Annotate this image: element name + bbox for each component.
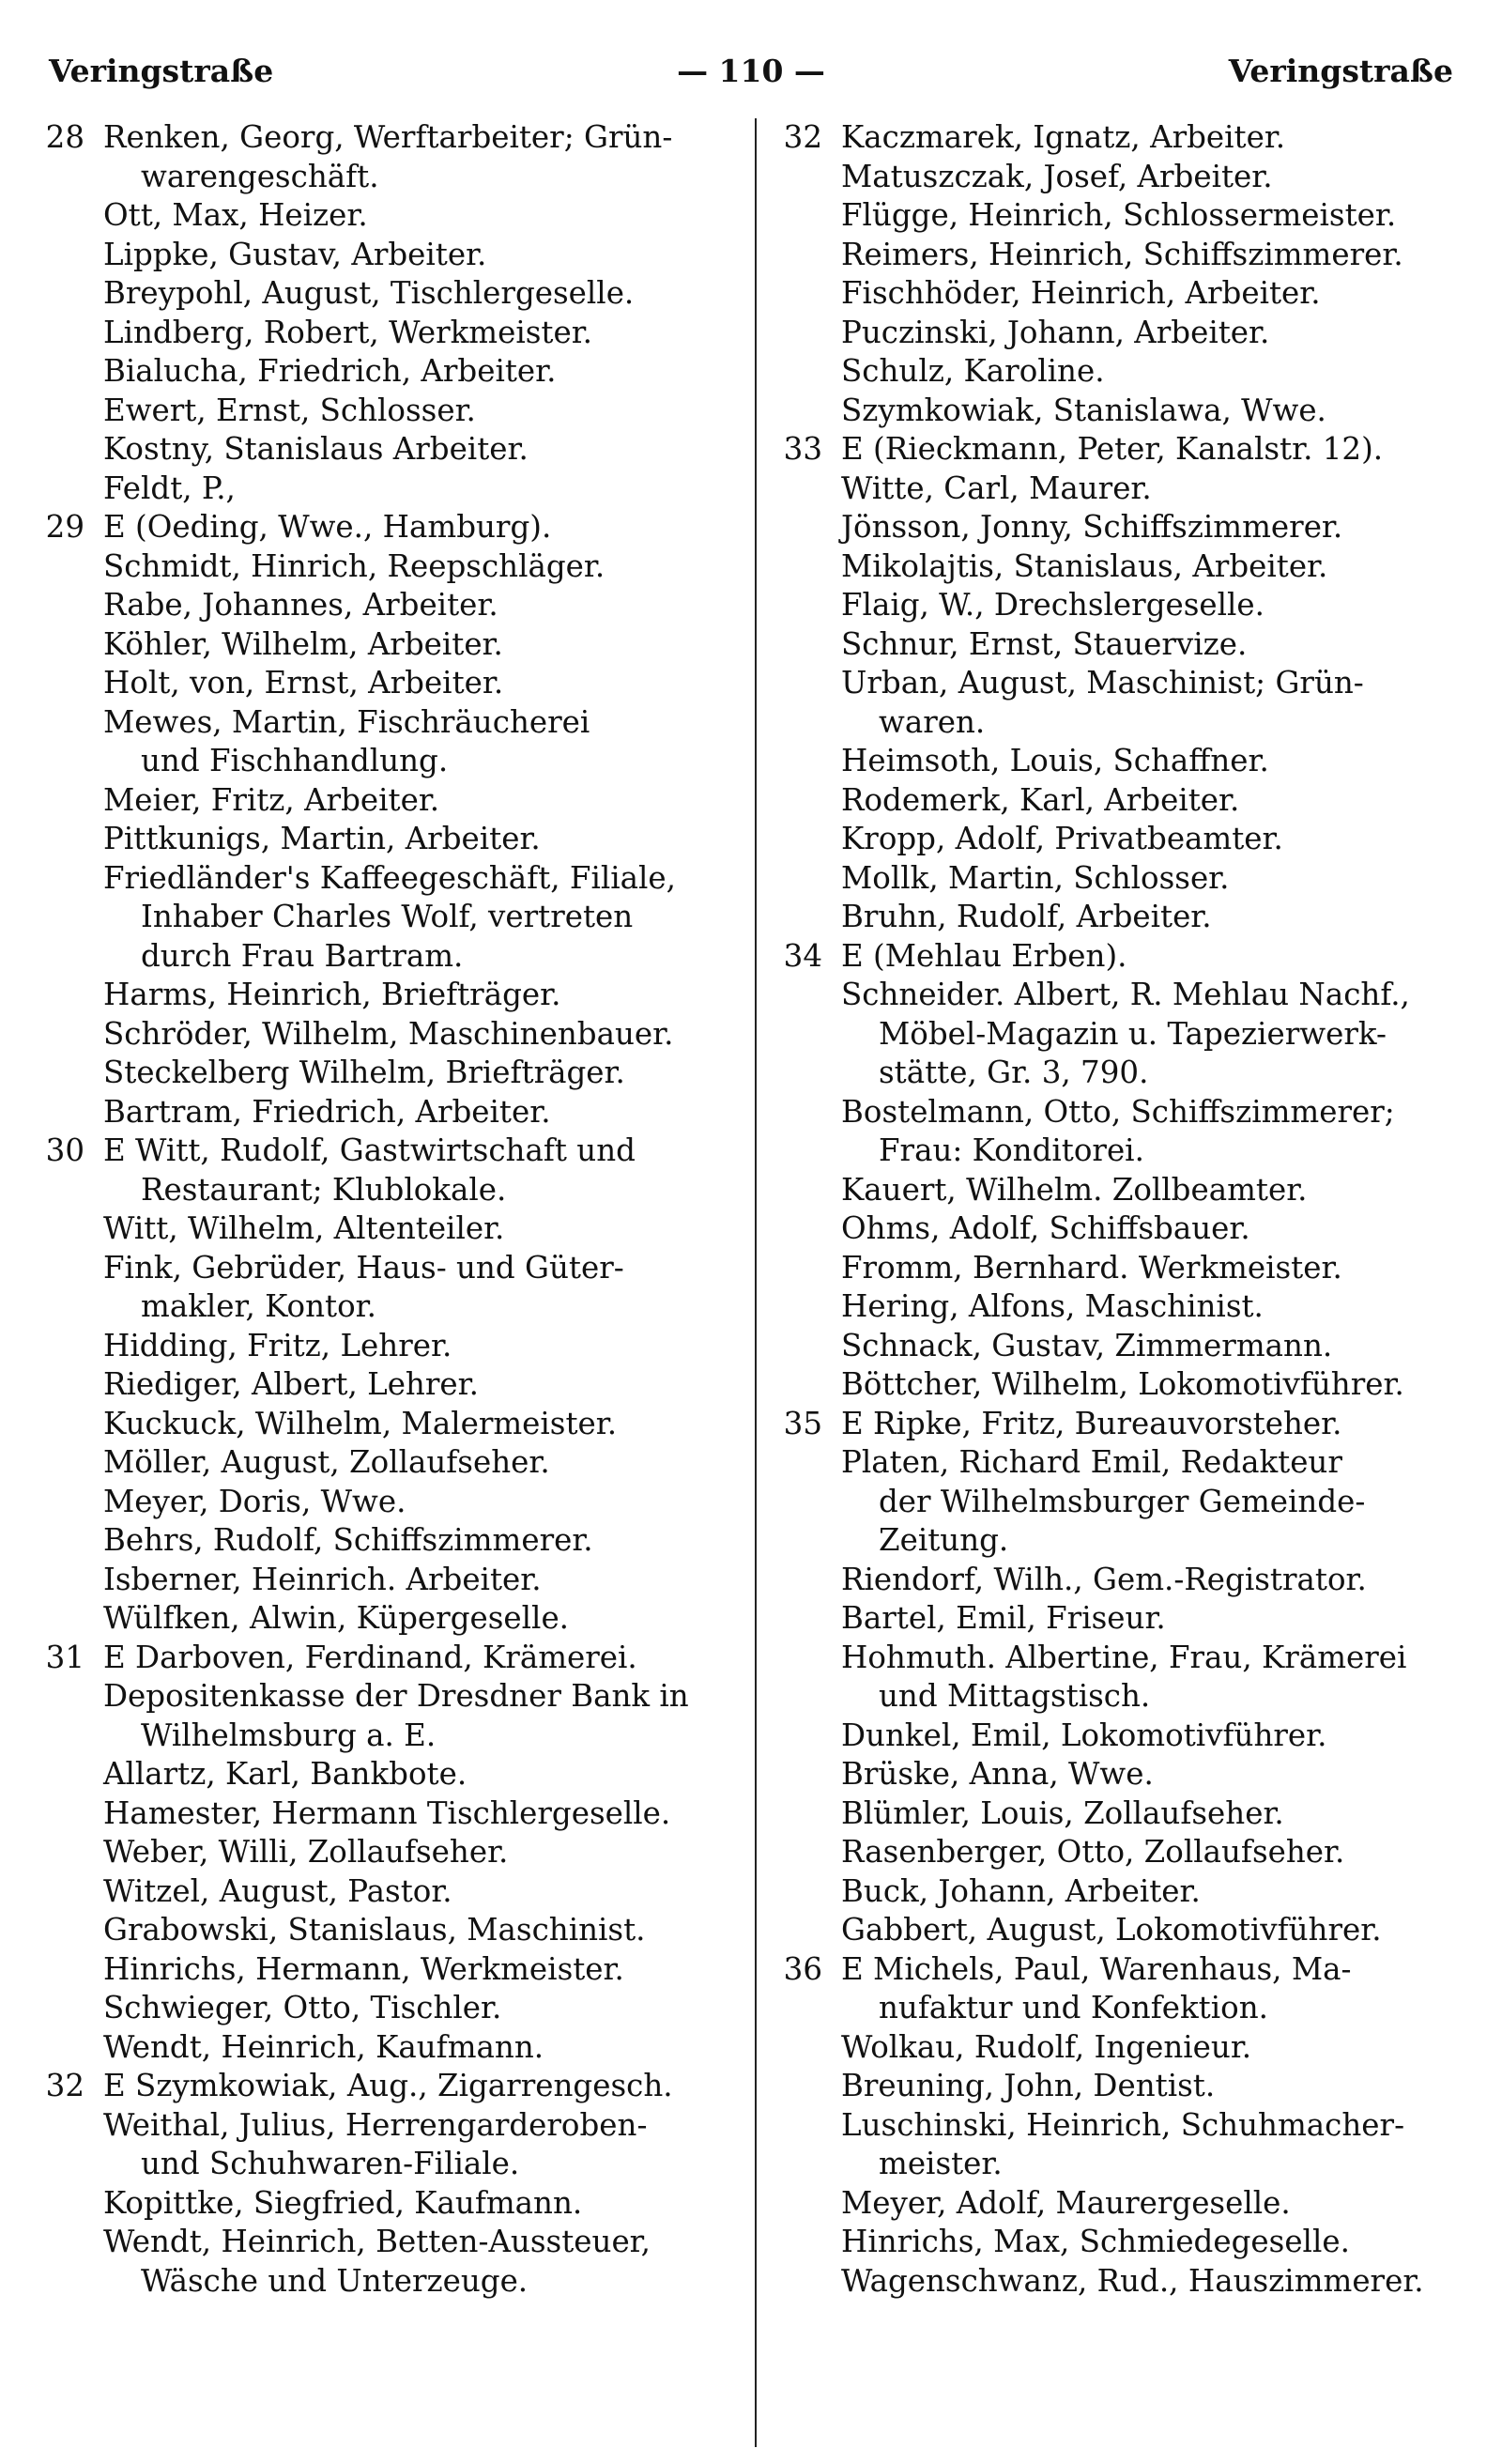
entry-line: Möller, August, Zollaufseher. [103, 1444, 550, 1480]
entry-line: Mikolajtis, Stanislaus, Arbeiter. [841, 547, 1328, 584]
entry-line: Breuning, John, Dentist. [841, 2068, 1216, 2103]
directory-entry [38, 236, 737, 275]
directory-entry [38, 1405, 737, 1444]
directory-entry [775, 664, 1470, 742]
entry-line: Bartram, Friedrich, Arbeiter. [103, 1093, 551, 1130]
entry-line: meister. [879, 2146, 1003, 2181]
entry-line: Wagenschwanz, Rud., Hauszimmerer. [841, 2262, 1424, 2299]
directory-entry [38, 2223, 737, 2301]
entry-line: Steckelberg Wilhelm, Briefträger. [103, 1055, 625, 1090]
entry-line: Meyer, Adolf, Maurergeselle. [841, 2184, 1291, 2221]
entry-line: Schnack, Gustav, Zimmermann. [841, 1327, 1333, 1363]
directory-entry [775, 2028, 1470, 2068]
entry-line: E Witt, Rudolf, Gastwirtschaft und [103, 1132, 636, 1168]
entry-line: Behrs, Rudolf, Schiffszimmerer. [103, 1522, 593, 1558]
directory-entry [38, 547, 737, 587]
entry-line: Bialucha, Friedrich, Arbeiter. [103, 353, 557, 389]
directory-entry [38, 430, 737, 470]
directory-entry [775, 2184, 1470, 2224]
entry-line: Holt, von, Ernst, Arbeiter. [103, 665, 504, 701]
entry-line: Rasenberger, Otto, Zollaufseher. [841, 1834, 1345, 1870]
entry-line: Kuckuck, Wilhelm, Malermeister. [103, 1405, 618, 1441]
directory-entry [38, 1209, 737, 1249]
entry-line: Lindberg, Robert, Werkmeister. [103, 314, 593, 350]
left-column [38, 118, 737, 2301]
entry-line: Puczinski, Johann, Arbeiter. [841, 314, 1270, 350]
entry-line: waren. [879, 703, 986, 740]
directory-entry [775, 470, 1470, 509]
directory-entry [38, 1794, 737, 1834]
entry-line: Allartz, Karl, Bankbote. [103, 1756, 467, 1792]
entry-line: stätte, Gr. 3, 790. [879, 1055, 1149, 1090]
header-street-right: Veringstraße [1228, 53, 1453, 89]
directory-entry [775, 547, 1470, 587]
directory-entry [775, 1171, 1470, 1210]
entry-line: Rabe, Johannes, Arbeiter. [103, 587, 498, 623]
directory-entry [775, 820, 1470, 859]
directory-entry [38, 586, 737, 625]
entry-line: Renken, Georg, Werftarbeiter; Grün- [103, 119, 673, 155]
house-number: 32 [783, 119, 822, 155]
entry-line: Witt, Wilhelm, Altenteiler. [103, 1210, 505, 1246]
directory-entry [775, 196, 1470, 236]
house-number: 36 [783, 1950, 822, 1987]
entry-line: Bruhn, Rudolf, Arbeiter. [841, 899, 1212, 934]
house-number: 32 [45, 2068, 84, 2103]
directory-entry [38, 508, 737, 547]
entry-line: E Darboven, Ferdinand, Krämerei. [103, 1639, 637, 1675]
house-number: 31 [45, 1639, 84, 1675]
entry-line: Kostny, Stanislaus Arbeiter. [103, 431, 529, 467]
entry-line: Jönsson, Jonny, Schiffszimmerer. [841, 509, 1343, 545]
entry-line: Szymkowiak, Stanislawa, Wwe. [841, 392, 1326, 428]
entry-line: durch Frau Bartram. [141, 937, 464, 974]
entry-line: Ott, Max, Heizer. [103, 197, 368, 233]
entry-line: Fromm, Bernhard. Werkmeister. [841, 1249, 1342, 1286]
entry-line: Gabbert, August, Lokomotivführer. [841, 1912, 1382, 1948]
entry-line: Platen, Richard Emil, Redakteur [841, 1444, 1342, 1480]
entry-line: Zeitung. [879, 1522, 1009, 1558]
entry-line: E Ripke, Fritz, Bureauvorsteher. [841, 1405, 1342, 1441]
directory-entry [775, 1599, 1470, 1639]
entry-line: Böttcher, Wilhelm, Lokomotivführer. [841, 1366, 1404, 1402]
page-header [49, 53, 1453, 105]
house-number: 34 [783, 937, 822, 974]
entry-line: Schulz, Karoline. [841, 353, 1105, 389]
directory-entry [38, 314, 737, 353]
directory-entry [38, 1911, 737, 1950]
directory-entry [775, 508, 1470, 547]
directory-entry [775, 274, 1470, 314]
entry-line: Witzel, August, Pastor. [103, 1872, 452, 1909]
entry-line: Fischhöder, Heinrich, Arbeiter. [841, 275, 1321, 311]
entry-line: E Szymkowiak, Aug., Zigarrengesch. [103, 2068, 673, 2103]
entry-line: Inhaber Charles Wolf, vertreten [141, 899, 634, 934]
directory-entry [775, 898, 1470, 937]
directory-entry [775, 976, 1470, 1093]
directory-entry [38, 1054, 737, 1093]
page-number: — 110 — [677, 53, 825, 89]
entry-line: Blümler, Louis, Zollaufseher. [841, 1794, 1284, 1831]
entry-line: Lippke, Gustav, Arbeiter. [103, 236, 487, 272]
entry-line: und Schuhwaren-Filiale. [141, 2146, 520, 2181]
directory-entry [38, 625, 737, 665]
entry-line: Hamester, Hermann Tischlergeselle. [103, 1794, 671, 1831]
directory-entry [38, 1950, 737, 1990]
entry-line: Möbel-Magazin u. Tapezierwerk- [879, 1015, 1387, 1052]
directory-entry [775, 781, 1470, 821]
directory-entry [775, 1561, 1470, 1600]
directory-entry [775, 1911, 1470, 1950]
entry-line: Frau: Konditorei. [879, 1132, 1144, 1168]
entry-line: Buck, Johann, Arbeiter. [841, 1872, 1201, 1909]
right-column [775, 118, 1470, 2301]
directory-entry [775, 1287, 1470, 1327]
directory-entry [38, 1132, 737, 1209]
directory-entry [38, 352, 737, 392]
entry-line: Restaurant; Klublokale. [141, 1171, 507, 1208]
entry-line: makler, Kontor. [141, 1288, 376, 1324]
entry-line: Schröder, Wilhelm, Maschinenbauer. [103, 1015, 674, 1052]
entry-line: Schwieger, Otto, Tischler. [103, 1990, 502, 2025]
directory-entry [775, 625, 1470, 665]
entry-line: Witte, Carl, Maurer. [841, 470, 1152, 506]
directory-entry [775, 1794, 1470, 1834]
entry-line: Wäsche und Unterzeuge. [141, 2262, 529, 2299]
directory-entry [38, 1639, 737, 1678]
directory-entry [38, 1093, 737, 1132]
directory-entry [775, 1327, 1470, 1366]
directory-entry [38, 1365, 737, 1405]
entry-line: Wendt, Heinrich, Betten-Aussteuer, [103, 2224, 651, 2259]
directory-entry [775, 236, 1470, 275]
entry-line: Brüske, Anna, Wwe. [841, 1756, 1154, 1792]
directory-entry [38, 274, 737, 314]
house-number: 28 [45, 119, 84, 155]
house-number: 33 [783, 431, 822, 467]
entry-line: Riediger, Albert, Lehrer. [103, 1366, 479, 1402]
directory-entry [775, 430, 1470, 470]
entry-line: Kauert, Wilhelm. Zollbeamter. [841, 1171, 1308, 1208]
directory-entry [775, 2106, 1470, 2184]
entry-line: E (Oeding, Wwe., Hamburg). [103, 509, 552, 545]
entry-line: Ewert, Ernst, Schlosser. [103, 392, 476, 428]
directory-entry [38, 1443, 737, 1483]
directory-entry [38, 1677, 737, 1755]
directory-entry [38, 2184, 737, 2224]
entry-line: Depositenkasse der Dresdner Bank in [103, 1678, 689, 1714]
entry-line: Flaig, W., Drechslergeselle. [841, 587, 1265, 623]
directory-entry [775, 1209, 1470, 1249]
directory-entry [775, 859, 1470, 899]
directory-entry [38, 2028, 737, 2068]
entry-line: Weber, Willi, Zollaufseher. [103, 1834, 509, 1870]
entry-line: der Wilhelmsburger Gemeinde- [879, 1483, 1366, 1519]
column-divider [755, 118, 757, 2447]
entry-line: Bostelmann, Otto, Schiffszimmerer; [841, 1093, 1395, 1130]
directory-entry [38, 2067, 737, 2106]
entry-line: Meyer, Doris, Wwe. [103, 1483, 406, 1519]
directory-entry [775, 2262, 1470, 2302]
entry-line: Mewes, Martin, Fischräucherei [103, 703, 590, 740]
directory-entry [775, 937, 1470, 977]
directory-entry [38, 1872, 737, 1912]
entry-line: Isberner, Heinrich. Arbeiter. [103, 1561, 542, 1597]
directory-entry [38, 118, 737, 196]
entry-line: Flügge, Heinrich, Schlossermeister. [841, 197, 1397, 233]
entry-line: Köhler, Wilhelm, Arbeiter. [103, 625, 503, 662]
directory-entry [775, 1365, 1470, 1405]
directory-entry [38, 1015, 737, 1055]
directory-entry [38, 1833, 737, 1872]
entry-line: und Mittagstisch. [879, 1678, 1151, 1714]
house-number: 29 [45, 509, 84, 545]
entry-line: Mollk, Martin, Schlosser. [841, 859, 1230, 896]
directory-entry [775, 1950, 1470, 2028]
directory-entry [38, 1327, 737, 1366]
directory-entry [775, 392, 1470, 431]
house-number: 35 [783, 1405, 822, 1441]
entry-line: Harms, Heinrich, Briefträger. [103, 977, 561, 1012]
entry-line: E Michels, Paul, Warenhaus, Ma- [841, 1950, 1352, 1987]
directory-entry [38, 1249, 737, 1327]
entry-line: Hering, Alfons, Maschinist. [841, 1288, 1264, 1324]
entry-line: Reimers, Heinrich, Schiffszimmerer. [841, 236, 1403, 272]
directory-entry [775, 1405, 1470, 1444]
entry-line: Wülfken, Alwin, Küpergeselle. [103, 1600, 570, 1636]
entry-line: E (Rieckmann, Peter, Kanalstr. 12). [841, 431, 1384, 467]
directory-entry [38, 859, 737, 977]
entry-line: Dunkel, Emil, Lokomotivführer. [841, 1717, 1327, 1753]
header-street-left: Veringstraße [49, 53, 274, 89]
directory-entry [775, 586, 1470, 625]
entry-line: Kropp, Adolf, Privatbeamter. [841, 821, 1283, 856]
directory-entry [775, 742, 1470, 781]
entry-line: Riendorf, Wilh., Gem.-Registrator. [841, 1561, 1367, 1597]
directory-entry [38, 664, 737, 703]
directory-entry [775, 352, 1470, 392]
entry-line: Rodemerk, Karl, Arbeiter. [841, 781, 1240, 818]
directory-entry [775, 1639, 1470, 1717]
entry-line: warengeschäft. [141, 158, 379, 194]
directory-entry [775, 2067, 1470, 2106]
entry-line: Luschinski, Heinrich, Schuhmacher- [841, 2106, 1405, 2143]
directory-entry [775, 118, 1470, 158]
entry-line: Weithal, Julius, Herrengarderoben- [103, 2106, 648, 2143]
entry-line: Hidding, Fritz, Lehrer. [103, 1327, 452, 1363]
entry-line: nufaktur und Konfektion. [879, 1990, 1268, 2025]
directory-entry [775, 1717, 1470, 1756]
entry-line: Feldt, P., [103, 470, 236, 506]
directory-entry [38, 1599, 737, 1639]
entry-line: und Fischhandlung. [141, 743, 449, 778]
directory-entry [38, 1521, 737, 1561]
entry-line: Wendt, Heinrich, Kaufmann. [103, 2028, 544, 2065]
entry-line: Schmidt, Hinrich, Reepschläger. [103, 547, 605, 584]
directory-entry [38, 1755, 737, 1794]
directory-entry [38, 1561, 737, 1600]
directory-entry [775, 2223, 1470, 2262]
directory-entry [38, 392, 737, 431]
entry-line: Wilhelmsburg a. E. [141, 1717, 437, 1753]
entry-line: Breypohl, August, Tischlergeselle. [103, 275, 635, 311]
entry-line: Matuszczak, Josef, Arbeiter. [841, 158, 1273, 194]
entry-line: Ohms, Adolf, Schiffsbauer. [841, 1210, 1250, 1246]
entry-line: Bartel, Emil, Friseur. [841, 1600, 1166, 1636]
directory-entry [38, 976, 737, 1015]
entry-line: Heimsoth, Louis, Schaffner. [841, 743, 1269, 778]
directory-entry [775, 1093, 1470, 1171]
entry-line: Fink, Gebrüder, Haus- und Güter- [103, 1249, 624, 1286]
directory-entry [38, 781, 737, 821]
entry-line: Kopittke, Siegfried, Kaufmann. [103, 2184, 583, 2221]
directory-entry [775, 158, 1470, 197]
directory-entry [775, 1443, 1470, 1561]
entry-line: Hohmuth. Albertine, Frau, Krämerei [841, 1639, 1407, 1675]
directory-entry [38, 1483, 737, 1522]
entry-line: E (Mehlau Erben). [841, 937, 1127, 974]
directory-entry [38, 820, 737, 859]
directory-entry [775, 1833, 1470, 1872]
entry-line: Grabowski, Stanislaus, Maschinist. [103, 1912, 646, 1948]
directory-entry [38, 2106, 737, 2184]
directory-entry [38, 196, 737, 236]
directory-entry [38, 703, 737, 781]
entry-line: Schneider. Albert, R. Mehlau Nachf., [841, 977, 1410, 1012]
entry-line: Meier, Fritz, Arbeiter. [103, 781, 440, 818]
entry-line: Urban, August, Maschinist; Grün- [841, 665, 1364, 701]
directory-entry [38, 1989, 737, 2028]
entry-line: Kaczmarek, Ignatz, Arbeiter. [841, 119, 1286, 155]
directory-entry [38, 470, 737, 509]
entry-line: Hinrichs, Hermann, Werkmeister. [103, 1950, 624, 1987]
entry-line: Pittkunigs, Martin, Arbeiter. [103, 821, 541, 856]
house-number: 30 [45, 1132, 84, 1168]
directory-entry [775, 1755, 1470, 1794]
directory-entry [775, 1249, 1470, 1288]
entry-line: Friedländer's Kaffeegeschäft, Filiale, [103, 859, 676, 896]
entry-line: Wolkau, Rudolf, Ingenieur. [841, 2028, 1252, 2065]
directory-entry [775, 1872, 1470, 1912]
entry-line: Schnur, Ernst, Stauervize. [841, 625, 1248, 662]
entry-line: Hinrichs, Max, Schmiedegeselle. [841, 2224, 1350, 2259]
directory-entry [775, 314, 1470, 353]
